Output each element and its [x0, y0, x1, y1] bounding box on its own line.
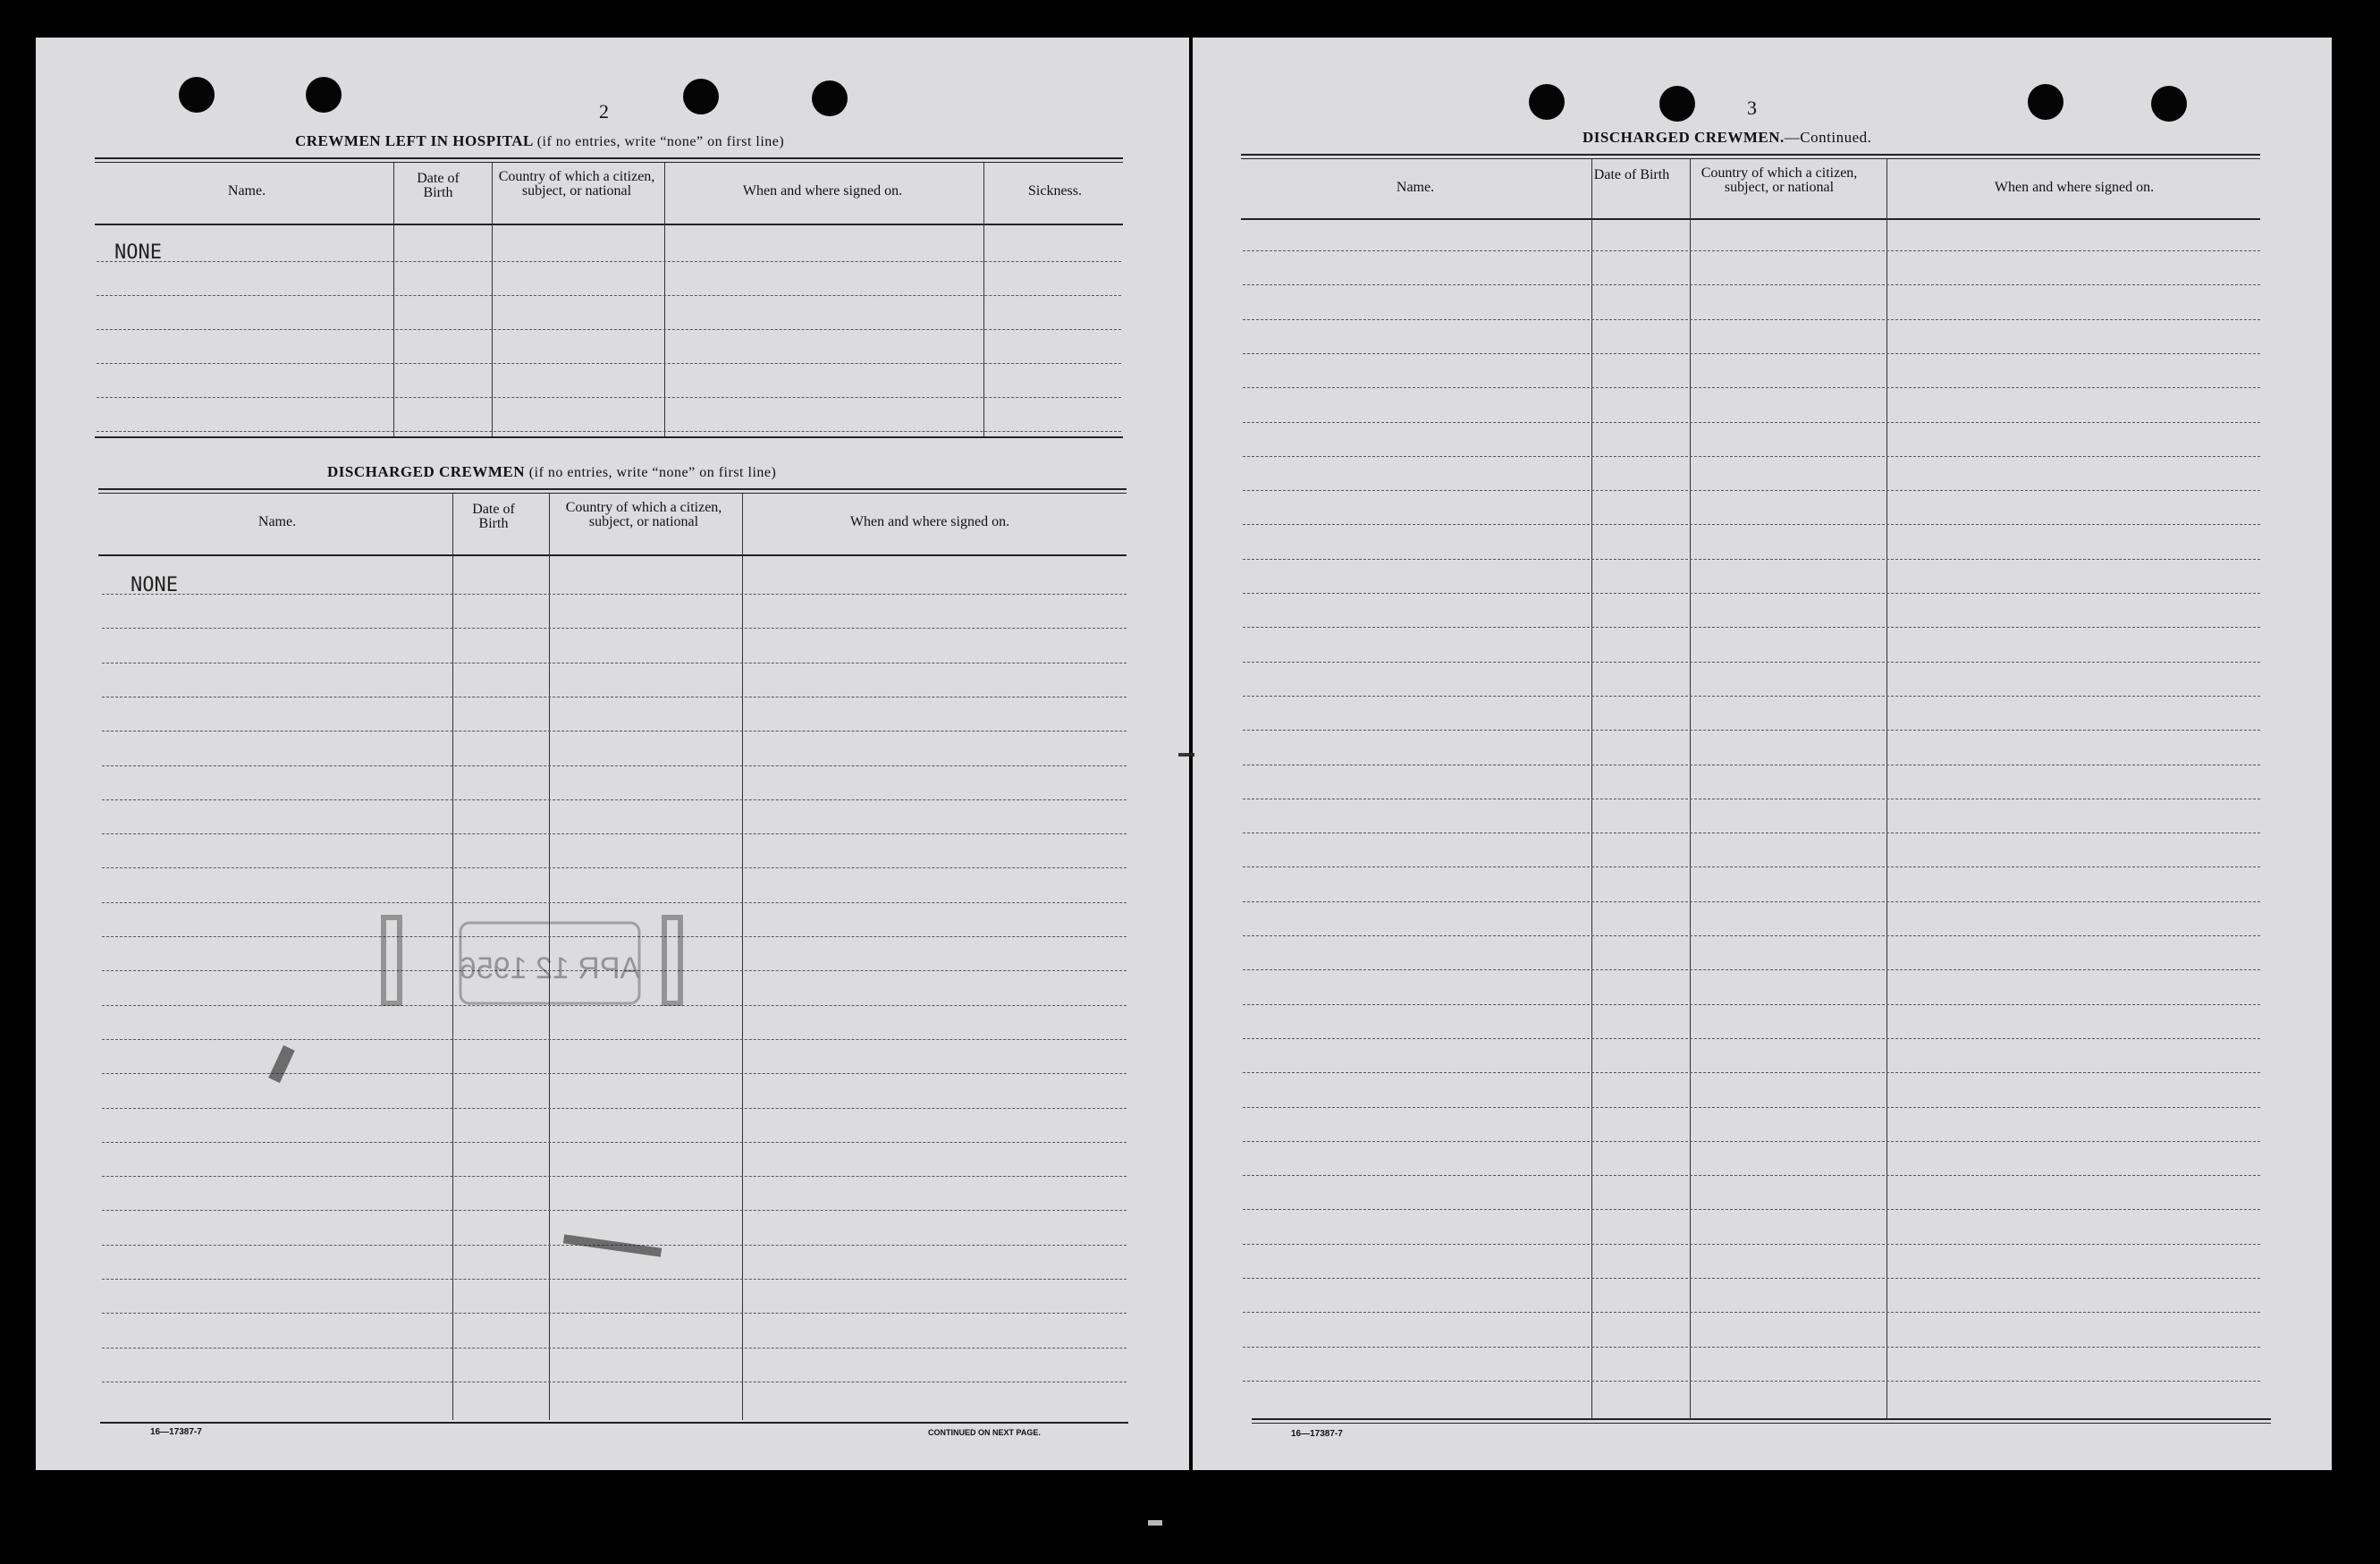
punch-hole: [179, 77, 215, 113]
col-country-header: Country of which a citizen, subject, or national: [565, 500, 722, 529]
punch-hole: [683, 79, 719, 114]
column-divider: [393, 163, 394, 436]
page-end-rule: [1252, 1418, 2271, 1424]
col-country-header: Country of which a citizen, subject, or national: [498, 169, 655, 199]
col-country-header: Country of which a citizen, subject, or national: [1701, 165, 1858, 195]
ruled-line: [1243, 730, 2260, 731]
page-end-rule: [100, 1422, 1128, 1424]
ruled-line: [1243, 662, 2260, 663]
ruled-line: [1243, 1072, 2260, 1073]
stamp-graphic: [380, 905, 693, 1030]
column-divider: [1690, 159, 1691, 1420]
ruled-line: [1243, 696, 2260, 697]
ruled-line: [1243, 1175, 2260, 1176]
hospital-entry-none: NONE: [114, 241, 162, 264]
ruled-line: [1243, 1141, 2260, 1142]
col-dob-header: Date of Birth: [417, 171, 460, 200]
header-rule: [95, 157, 1123, 163]
ink-mark: [563, 1234, 662, 1256]
punch-hole: [306, 77, 342, 113]
stamp-text: APR 12 1956: [459, 951, 641, 985]
date-stamp: [380, 905, 693, 1030]
ruled-line: [102, 1073, 1127, 1074]
ruled-line: [1243, 456, 2260, 457]
punch-hole: [1529, 84, 1565, 120]
ruled-line: [1243, 1347, 2260, 1348]
ruled-line: [102, 628, 1127, 629]
ruled-line: [97, 261, 1121, 262]
ruled-line: [97, 329, 1121, 330]
col-sickness-header: Sickness.: [1028, 183, 1082, 199]
ruled-line: [1243, 901, 2260, 902]
ruled-line: [1243, 969, 2260, 970]
continued-note: CONTINUED ON NEXT PAGE.: [928, 1428, 1041, 1437]
ruled-line: [97, 431, 1121, 432]
ruled-line: [102, 1176, 1127, 1177]
column-divider: [1591, 159, 1592, 1420]
left-page: [36, 38, 1189, 1470]
col-dob-header: Date of Birth: [472, 502, 515, 531]
discharged-section-title: DISCHARGED CREWMEN (if no entries, write “none” on first line): [327, 463, 777, 480]
ruled-line: [1243, 1107, 2260, 1108]
discharged-continued-title: DISCHARGED CREWMEN.—Continued.: [1582, 129, 1872, 146]
ruled-line: [102, 799, 1127, 800]
ruled-line: [1243, 1381, 2260, 1382]
ruled-line: [1243, 353, 2260, 354]
ruled-line: [1243, 593, 2260, 594]
ruled-line: [102, 1039, 1127, 1040]
column-header-rule: [98, 554, 1127, 556]
section-end-rule: [95, 436, 1123, 438]
ruled-line: [97, 397, 1121, 398]
ruled-line: [102, 765, 1127, 766]
header-rule: [98, 488, 1127, 494]
right-page: [1193, 38, 2332, 1470]
col-name-header: Name.: [227, 183, 266, 199]
punch-hole: [2151, 86, 2187, 122]
ruled-line: [97, 363, 1121, 364]
ruled-line: [1243, 1244, 2260, 1245]
col-signed-header: When and where signed on.: [849, 514, 1010, 529]
ruled-line: [102, 867, 1127, 868]
punch-hole: [2028, 84, 2064, 120]
hospital-section-title: CREWMEN LEFT IN HOSPITAL (if no entries, write “none” on first line): [295, 132, 785, 149]
ruled-line: [1243, 1278, 2260, 1279]
column-divider: [492, 163, 493, 436]
column-divider: [983, 163, 984, 436]
page-number: 3: [1747, 97, 1757, 119]
ruled-line: [1243, 524, 2260, 525]
ruled-line: [102, 1313, 1127, 1314]
binding-mark: [1178, 753, 1194, 757]
ruled-line: [102, 1279, 1127, 1280]
ruled-line: [1243, 387, 2260, 388]
ruled-line: [102, 833, 1127, 834]
col-signed-header: When and where signed on.: [1994, 180, 2155, 195]
punch-hole: [1659, 86, 1695, 122]
col-name-header: Name.: [1396, 180, 1435, 195]
column-header-rule: [95, 224, 1123, 225]
ruled-line: [1243, 559, 2260, 560]
ruled-line: [102, 902, 1127, 903]
page-number: 2: [599, 100, 609, 123]
ruled-line: [1243, 250, 2260, 251]
ruled-line: [1243, 1004, 2260, 1005]
ink-mark: [268, 1045, 295, 1083]
col-signed-header: When and where signed on.: [742, 183, 903, 199]
punch-hole: [812, 80, 848, 116]
ruled-line: [1243, 627, 2260, 628]
header-rule: [1241, 154, 2260, 159]
ruled-line: [1243, 1209, 2260, 1210]
ruled-line: [1243, 1038, 2260, 1039]
ruled-line: [102, 1108, 1127, 1109]
ruled-line: [1243, 935, 2260, 936]
ruled-line: [1243, 1312, 2260, 1313]
column-divider: [664, 163, 665, 436]
ruled-line: [1243, 284, 2260, 285]
ruled-line: [102, 663, 1127, 664]
ruled-line: [97, 295, 1121, 296]
col-dob-header: Date of Birth: [1593, 167, 1670, 182]
column-header-rule: [1241, 218, 2260, 220]
ruled-line: [102, 594, 1127, 595]
form-number: 16—17387-7: [150, 1427, 202, 1437]
form-number: 16—17387-7: [1291, 1429, 1343, 1439]
col-name-header: Name.: [257, 514, 297, 529]
ruled-line: [102, 1142, 1127, 1143]
ruled-line: [102, 1210, 1127, 1211]
column-divider: [742, 494, 743, 1420]
ruled-line: [1243, 490, 2260, 491]
column-divider: [1886, 159, 1887, 1420]
scan-artifact: [1148, 1520, 1162, 1526]
discharged-entry-none: NONE: [131, 574, 178, 596]
ruled-line: [1243, 422, 2260, 423]
ruled-line: [1243, 319, 2260, 320]
